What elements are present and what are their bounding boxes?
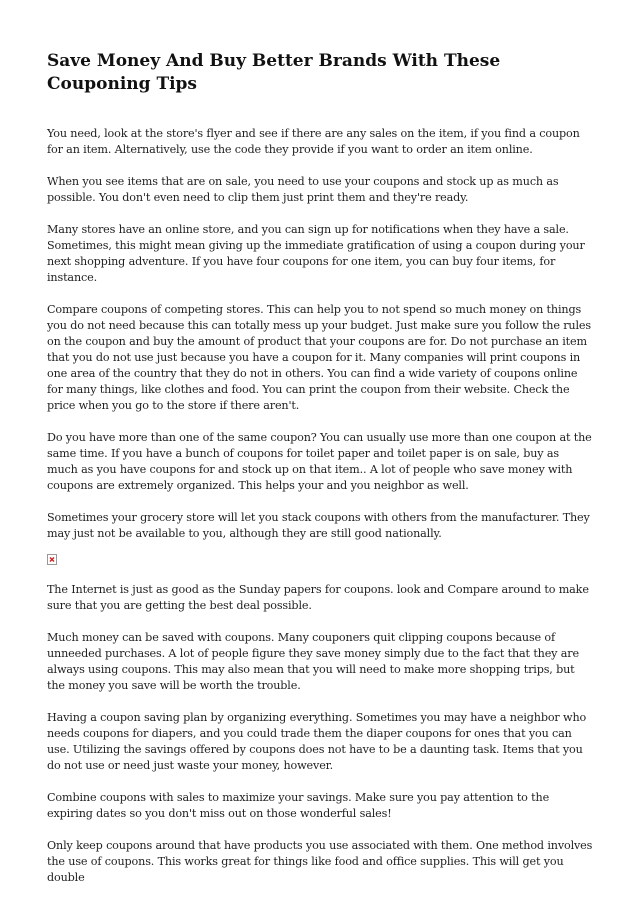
broken-image-icon (47, 554, 57, 565)
paragraph-9: Having a coupon saving plan by organizing everything. Sometimes you may have a neighbor who needs coupons for diapers, and you could trade them the diaper coupons for ones that you can use. Utilizing the savings offered by coupons does not have to be a daunting task. Items that you do not use or need just waste your money, however. (47, 711, 587, 772)
paragraph-5: Do you have more than one of the same coupon? You can usually use more than one coupon at the same time. If you have a bunch of coupons for toilet paper and toilet paper is on sale, buy as much as you have coupons for and stock up on that item.. A lot of people who save money with coupons are extremely organized. This helps your and you neighbor as well. (47, 431, 592, 492)
paragraph-10: Combine coupons with sales to maximize your savings. Make sure you pay attention to the expiring dates so you don't miss out on those wonderful sales! (47, 791, 550, 820)
paragraph-8: Much money can be saved with coupons. Many couponers quit clipping coupons because of unneeded purchases. A lot of people figure they save money simply due to the fact that they are always using coupons. This may also mean that you will need to make more shopping trips, but the money you save will be worth the trouble. (47, 631, 579, 692)
paragraph-1: You need, look at the store's flyer and see if there are any sales on the item, if you find a coupon for an item. Alternatively, use the code they provide if you want to order an item online. (47, 127, 580, 156)
document-page (47, 50, 593, 902)
paragraph-2: When you see items that are on sale, you need to use your coupons and stock up as much as possible. You don't even need to clip them just print them and they're ready. (47, 175, 559, 204)
paragraph-6: Sometimes your grocery store will let you stack coupons with others from the manufacturer. They may just not be available to you, although they are still good nationally. (47, 511, 590, 540)
paragraph-4: Compare coupons of competing stores. This can help you to not spend so much money on things you do not need because this can totally mess up your budget. Just make sure you follow the rules on the coupon and buy the amount of product that your coupons are for. Do not purchase an item that you do not use just because you have a coupon for it. Many companies will print coupons in one area of the country that they do not in others. You can find a wide variety of coupons online for many things, like clothes and food. You can print the coupon from their website. Check the price when you go to the store if there aren't. (47, 303, 591, 412)
paragraph-3: Many stores have an online store, and you can sign up for notifications when they have a sale. Sometimes, this might mean giving up the immediate gratification of using a coupon during your next shopping adventure. If you have four coupons for one item, you can buy four items, for instance. (47, 223, 585, 284)
paragraph-11: Only keep coupons around that have products you use associated with them. One method involves the use of coupons. This works great for things like food and office supplies. This will get you double (47, 839, 593, 884)
article-title: Save Money And Buy Better Brands With These Couponing Tips (47, 51, 501, 94)
paragraph-7: The Internet is just as good as the Sunday papers for coupons. look and Compare around to make sure that you are getting the best deal possible. (47, 583, 589, 612)
